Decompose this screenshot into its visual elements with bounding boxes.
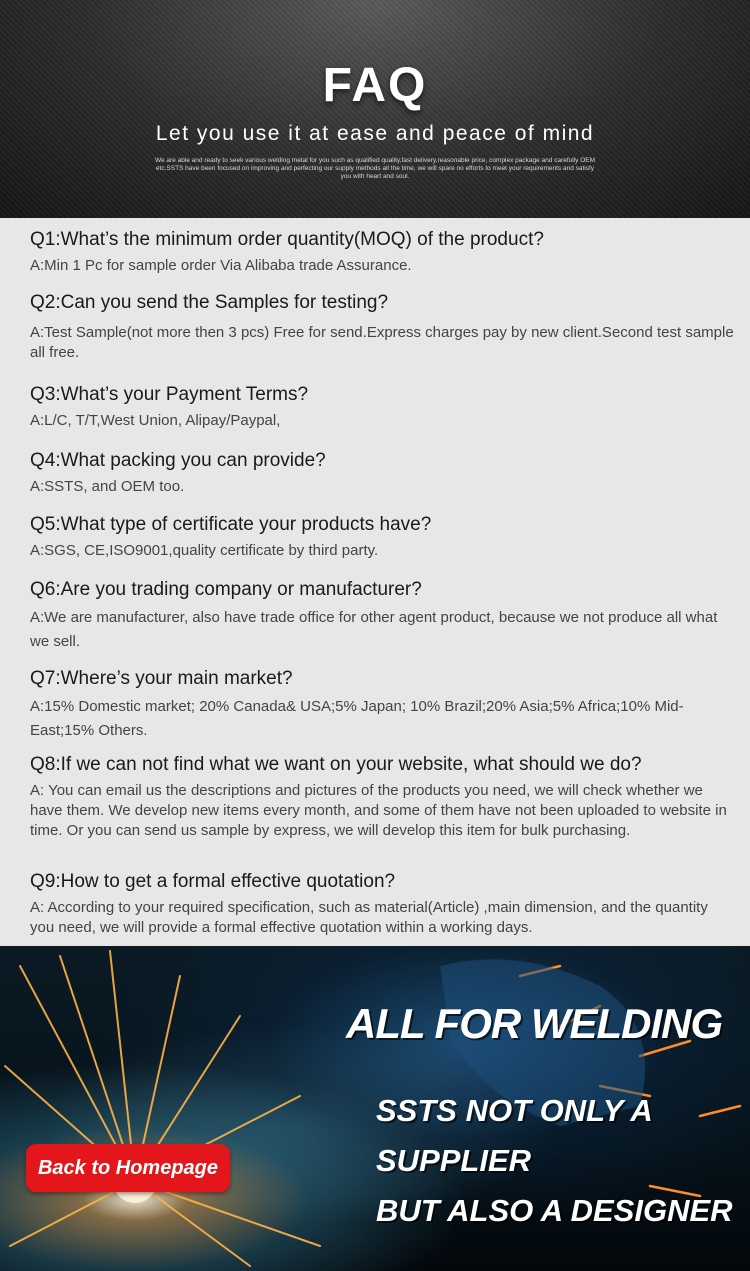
faq-item-9 xyxy=(30,870,736,938)
faq-item-7 xyxy=(30,667,736,743)
faq-answer: A:15% Domestic market; 20% Canada& USA;5% Japan; 10% Brazil;20% Asia;5% Africa;10% Mid-East;15% Others. xyxy=(30,698,684,739)
faq-question: Q2:Can you send the Samples for testing? xyxy=(30,292,389,313)
faq-item-2 xyxy=(30,291,736,363)
banner-tagline-line: SSTS NOT ONLY A xyxy=(376,1093,653,1128)
faq-answer: A: You can email us the descriptions and pictures of the products you need, we will check whether we have them. We develop new items every month, and some of them have not been uploaded to website in time. Or you can send us sample by express, we will develop this item for bulk purchasing. xyxy=(30,782,727,839)
faq-item-3 xyxy=(30,383,736,431)
faq-item-4 xyxy=(30,449,736,497)
faq-answer: A:We are manufacturer, also have trade office for other agent product, because we not produce all what we sell. xyxy=(30,609,718,650)
faq-question: Q4:What packing you can provide? xyxy=(30,450,326,471)
faq-answer: A:SGS, CE,ISO9001,quality certificate by third party. xyxy=(30,542,379,559)
faq-answer: A:L/C, T/T,West Union, Alipay/Paypal, xyxy=(30,412,281,429)
faq-header xyxy=(0,0,750,218)
faq-list xyxy=(0,218,750,946)
faq-subtitle: Let you use it at ease and peace of mind xyxy=(155,122,595,145)
faq-title: FAQ xyxy=(322,59,428,112)
faq-item-5 xyxy=(30,513,736,561)
welding-banner xyxy=(0,946,750,1271)
banner-tagline-line: SUPPLIER xyxy=(376,1143,532,1178)
back-to-homepage-button[interactable]: Back to Homepage xyxy=(26,1144,230,1192)
faq-question: Q5:What type of certificate your products have? xyxy=(30,514,432,535)
faq-answer: A:SSTS, and OEM too. xyxy=(30,478,185,495)
faq-question: Q8:If we can not find what we want on your website, what should we do? xyxy=(30,754,642,775)
faq-answer: A: According to your required specification, such as material(Article) ,main dimension, and the quantity you need, we will provide a formal effective quotation within a working days. xyxy=(30,899,708,936)
faq-item-6 xyxy=(30,578,736,654)
faq-question: Q3:What’s your Payment Terms? xyxy=(30,384,309,405)
banner-tagline xyxy=(376,1086,733,1236)
faq-item-8 xyxy=(30,753,736,841)
faq-question: Q9:How to get a formal effective quotation? xyxy=(30,871,396,892)
faq-answer: A:Test Sample(not more then 3 pcs) Free for send.Express charges pay by new client.Second test sample all free. xyxy=(30,324,734,361)
banner-tagline-line: BUT ALSO A DESIGNER xyxy=(376,1193,733,1228)
faq-question: Q7:Where’s your main market? xyxy=(30,668,293,689)
faq-question: Q1:What’s the minimum order quantity(MOQ) of the product? xyxy=(30,229,544,250)
banner-headline: ALL FOR WELDING xyxy=(346,1000,723,1047)
faq-description: We are able and ready to seek various welding metal for you such as qualified quality,fast delivery,reasonable price, complex package and carefully OEM etc.SSTS have been focused on improving and perfecting our supply methods all the time, we will spare no efforts to meet your requirements and satisfy you with heart and soul. xyxy=(154,157,596,180)
faq-item-1 xyxy=(30,228,736,276)
faq-question: Q6:Are you trading company or manufacturer? xyxy=(30,579,422,600)
faq-answer: A:Min 1 Pc for sample order Via Alibaba trade Assurance. xyxy=(30,257,412,274)
